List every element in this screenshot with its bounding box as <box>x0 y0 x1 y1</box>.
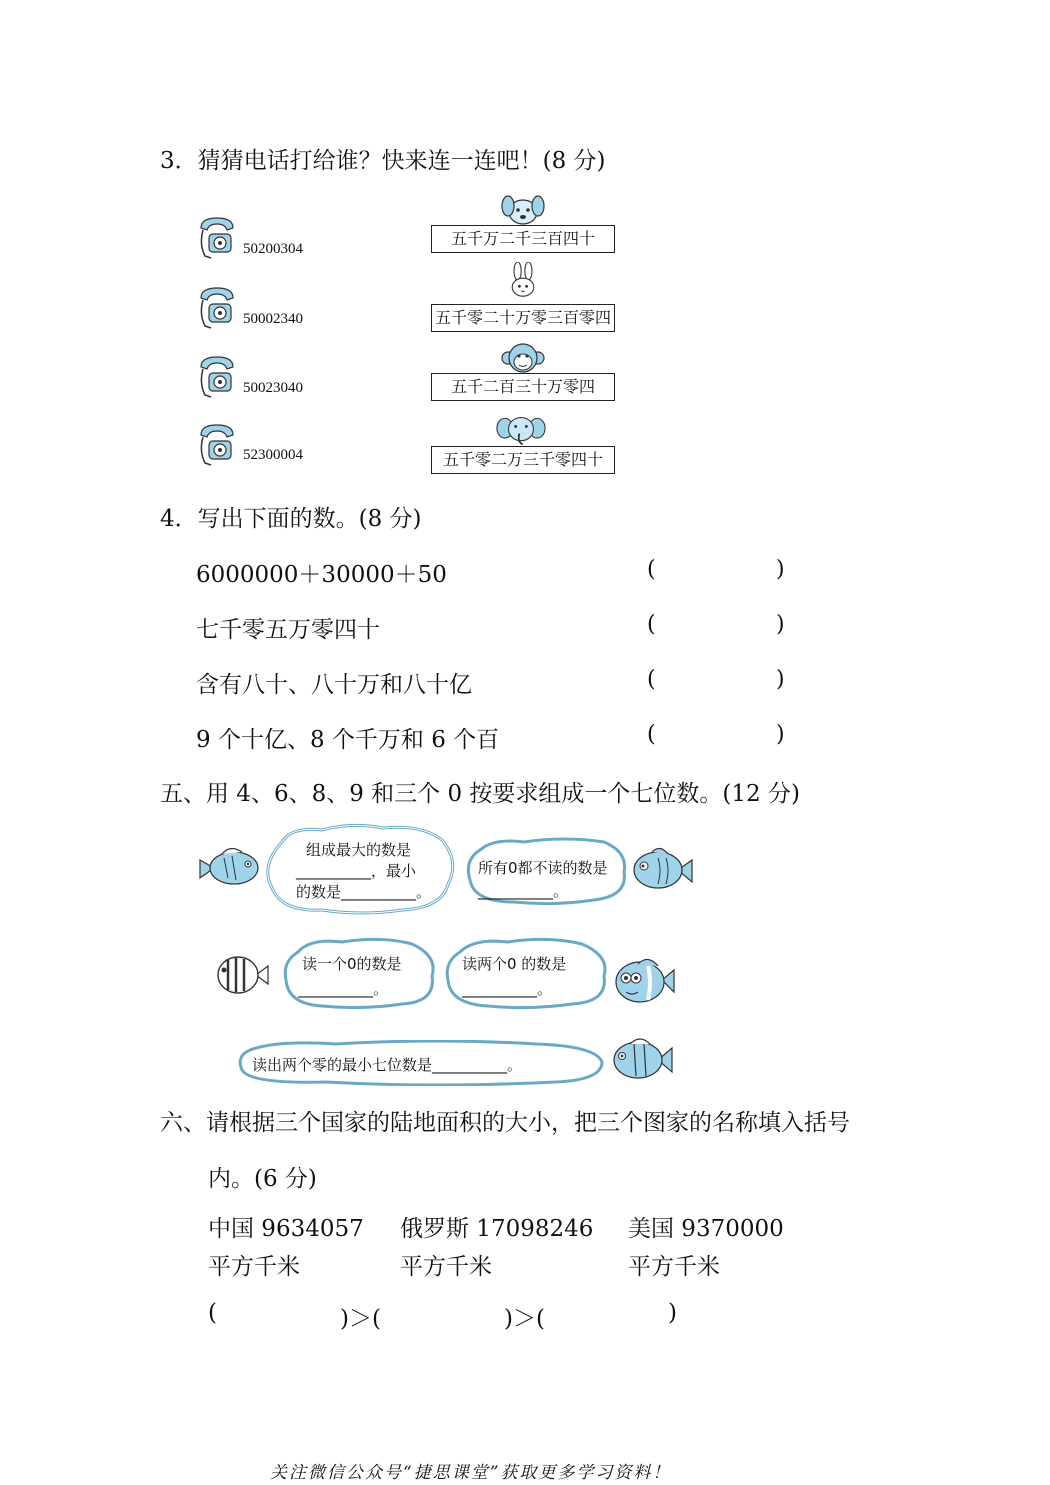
q4-item-2: 七千零五万零四十 <box>196 617 380 643</box>
phone-number-2: 50002340 <box>243 311 303 327</box>
country-china: 中国 9634057 <box>208 1216 364 1242</box>
country-usa-unit: 平方千米 <box>628 1254 720 1280</box>
cloud2-line1: 所有0都不读的数是 <box>478 859 608 877</box>
number-word-box-3: 五千二百三十万零四 <box>431 373 615 401</box>
cloud4-line2: __________。 <box>462 980 553 998</box>
q4-item-3: 含有八十、八十万和八十亿 <box>196 672 472 698</box>
compare-paren-2: )＞( <box>340 1306 381 1332</box>
q3-title: 3．猜猜电话打给谁？快来连一连吧！(8 分) <box>160 148 606 174</box>
cloud5-line1: 读出两个零的最小七位数是__________。 <box>252 1056 523 1074</box>
fish-icon <box>628 844 694 896</box>
q4-item-1: 6000000＋30000＋50 <box>196 562 447 588</box>
footer-note: 关注微信公众号“捷思课堂”获取更多学习资料！ <box>270 1463 672 1483</box>
q6-title-cont: 内。(6 分) <box>208 1166 317 1192</box>
cloud1-line1: 组成最大的数是 <box>306 841 412 859</box>
answer-paren-open: ( <box>647 557 656 582</box>
phone-number-4: 52300004 <box>243 447 303 463</box>
telephone-icon <box>195 284 239 330</box>
country-russia-unit: 平方千米 <box>400 1254 492 1280</box>
answer-paren-close: ) <box>776 557 785 582</box>
q4-item-4: 9 个十亿、8 个千万和 6 个百 <box>196 727 500 753</box>
number-word-box-2: 五千零二十万零三百零四 <box>431 304 615 332</box>
compare-paren-3: )＞( <box>504 1306 545 1332</box>
number-word-box-4: 五千零二万三千零四十 <box>431 446 615 474</box>
q5-title: 五、用 4、6、8、9 和三个 0 按要求组成一个七位数。(12 分) <box>160 781 800 807</box>
phone-number-1: 50200304 <box>243 241 303 257</box>
cloud2-line2: __________。 <box>478 882 569 900</box>
monkey-icon <box>498 340 548 376</box>
telephone-icon <box>195 214 239 260</box>
rabbit-icon <box>498 262 548 298</box>
answer-paren-close: ) <box>776 722 785 747</box>
elephant-icon <box>496 412 546 448</box>
cloud1-line2: __________，最小 <box>296 862 417 880</box>
country-usa: 美国 9370000 <box>628 1216 784 1242</box>
telephone-icon <box>195 353 239 399</box>
country-russia: 俄罗斯 17098246 <box>400 1216 594 1242</box>
fish-icon <box>214 950 270 1000</box>
fish-icon <box>198 840 262 896</box>
answer-paren-open: ( <box>647 667 656 692</box>
cloud3-line2: __________。 <box>298 980 389 998</box>
number-word-box-1: 五千万二千三百四十 <box>431 225 615 253</box>
answer-paren-close: ) <box>776 612 785 637</box>
fish-icon <box>608 1036 674 1084</box>
cloud1-line3: 的数是__________。 <box>296 883 432 901</box>
country-china-unit: 平方千米 <box>208 1254 300 1280</box>
answer-paren-open: ( <box>647 722 656 747</box>
dog-icon <box>498 192 548 228</box>
answer-paren-close: ) <box>776 667 785 692</box>
q4-title: 4．写出下面的数。(8 分) <box>160 506 422 532</box>
phone-number-3: 50023040 <box>243 380 303 396</box>
cloud4-line1: 读两个0 的数是 <box>462 955 567 973</box>
telephone-icon <box>195 421 239 467</box>
compare-paren-4: ) <box>668 1300 677 1326</box>
answer-paren-open: ( <box>647 612 656 637</box>
q6-title: 六、请根据三个国家的陆地面积的大小，把三个图家的名称填入括号 <box>160 1110 850 1136</box>
cloud3-line1: 读一个0的数是 <box>302 955 402 973</box>
compare-paren-1: ( <box>208 1300 217 1326</box>
fish-icon <box>612 952 676 1008</box>
